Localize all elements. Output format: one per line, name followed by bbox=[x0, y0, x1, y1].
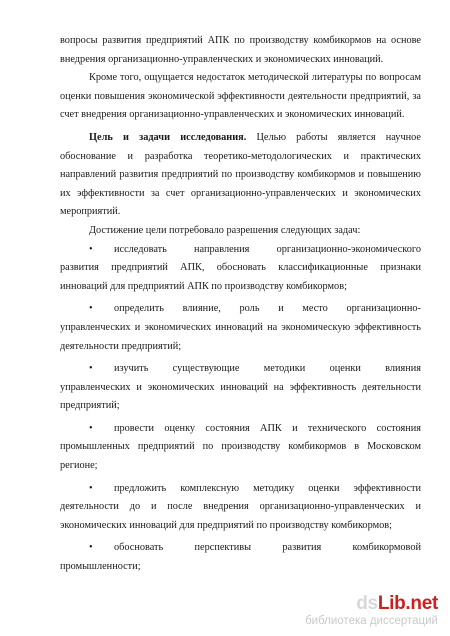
bullet-icon: • bbox=[89, 243, 93, 255]
document-page bbox=[60, 32, 421, 577]
goals-text: Целью работы является научное обоснование и разработка теоретико-методологических и практических направлений развития предприятий по производству комбикормов и повышению их эффективности за счет организационно-управленческих и экономических мероприятий. bbox=[60, 131, 421, 218]
list-item-text: управленческих и экономических инноваций на экономическую эффективность деятельности предприятий; bbox=[60, 321, 421, 352]
list-item-head: обосновать перспективы развития комбикормовой bbox=[114, 542, 421, 554]
paragraph-1: вопросы развития предприятий АПК по производству комбикормов на основе внедрения организационно-управленческих и экономических инноваций. bbox=[60, 35, 421, 65]
list-item-head: определить влияние, роль и место организационно- bbox=[114, 303, 421, 315]
list-item bbox=[60, 539, 421, 576]
watermark bbox=[305, 594, 438, 628]
list-item-head: изучить существующие методики оценки влияния bbox=[114, 363, 421, 375]
watermark-subtitle: библиотека диссертаций bbox=[305, 615, 438, 627]
list-item-text: промышленности; bbox=[60, 561, 141, 573]
bullet-icon: • bbox=[89, 482, 93, 494]
list-item-text: промышленных предприятий по производству комбикормов в Московском регионе; bbox=[60, 441, 421, 472]
goals-heading: Цель и задачи исследования. bbox=[89, 131, 247, 143]
list-item bbox=[60, 480, 421, 536]
list-item-head: провести оценку состояния АПК и технического состояния bbox=[114, 422, 421, 434]
list-item bbox=[60, 300, 421, 356]
list-item-text: деятельности до и после внедрения организационно-управленческих и экономических инноваций для предприятий по производству комбикормов; bbox=[60, 501, 421, 531]
list-item bbox=[60, 360, 421, 416]
paragraph-2: Кроме того, ощущается недостаток методической литературы по вопросам оценки повышения экономической эффективности деятельности предприятий, за счет внедрения организационно-управленческих и экономических инноваций. bbox=[60, 72, 421, 121]
task-list bbox=[60, 241, 421, 577]
list-item-head: предложить комплексную методику оценки эффективности bbox=[114, 482, 421, 494]
bullet-icon: • bbox=[89, 422, 93, 434]
list-item bbox=[60, 420, 421, 476]
list-item-head: исследовать направления организационно-экономического bbox=[114, 243, 421, 255]
bullet-icon: • bbox=[89, 542, 93, 554]
dslib-logo: dsLib.net bbox=[356, 593, 438, 614]
paragraph-tasks-intro: Достижение цели потребовало разрешения следующих задач: bbox=[89, 224, 361, 236]
bullet-icon: • bbox=[89, 303, 93, 315]
list-item-text: управленческих и экономических инноваций на эффективность деятельности предприятий; bbox=[60, 381, 421, 412]
list-item-text: развития предприятий АПК, обосновать классификационные признаки инноваций для предприятий АПК по производству комбикормов; bbox=[60, 262, 421, 292]
list-item bbox=[60, 241, 421, 297]
bullet-icon: • bbox=[89, 363, 93, 375]
paragraph-goals bbox=[60, 129, 421, 222]
